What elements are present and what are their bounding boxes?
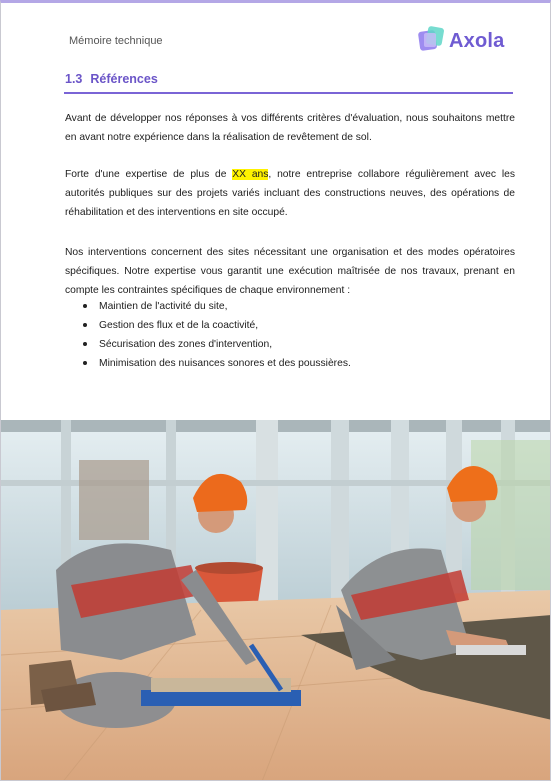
list-item: Minimisation des nuisances sonores et des poussières. bbox=[81, 354, 351, 373]
highlighted-placeholder: XX ans bbox=[232, 169, 269, 180]
list-item: Sécurisation des zones d'intervention, bbox=[81, 335, 351, 354]
document-type-label: Mémoire technique bbox=[69, 35, 163, 47]
paragraph-intro: Avant de développer nos réponses à vos différents critères d'évaluation, nous souhaitons mettre en avant notre expérience dans la réalisation de revêtement de sol. bbox=[65, 113, 515, 143]
bullet-icon bbox=[83, 361, 87, 365]
logo-wordmark: Axola bbox=[449, 30, 505, 52]
constraints-list bbox=[81, 297, 351, 373]
list-item: Maintien de l'activité du site, bbox=[81, 297, 351, 316]
list-item: Gestion des flux et de la coactivité, bbox=[81, 316, 351, 335]
bullet-icon bbox=[83, 323, 87, 327]
company-logo bbox=[417, 21, 527, 57]
paragraph-expertise-start: Forte d'une expertise de plus de bbox=[65, 169, 233, 180]
tilers-photo bbox=[1, 420, 551, 781]
section-number: 1.3 bbox=[65, 72, 83, 86]
bullet-icon bbox=[83, 304, 87, 308]
bullet-icon bbox=[83, 342, 87, 346]
section-divider bbox=[64, 92, 513, 94]
section-heading bbox=[65, 72, 158, 86]
logo-mark-icon bbox=[417, 25, 445, 53]
section-title: Références bbox=[90, 72, 158, 86]
paragraph-expertise-end: , notre entreprise collabore régulièrement avec les autorités publiques sur des projets variés incluant des constructions neuves, des opérations de réhabilitation et des interventions en site occupé. bbox=[65, 169, 515, 218]
paragraph-interventions: Nos interventions concernent des sites nécessitant une organisation et des modes opératoires spécifiques. Notre expertise vous garantit une exécution maîtrisée de nos travaux, prenant en compte les contraintes spécifiques de chaque environnement : bbox=[65, 247, 515, 296]
paragraph-expertise bbox=[65, 165, 515, 222]
